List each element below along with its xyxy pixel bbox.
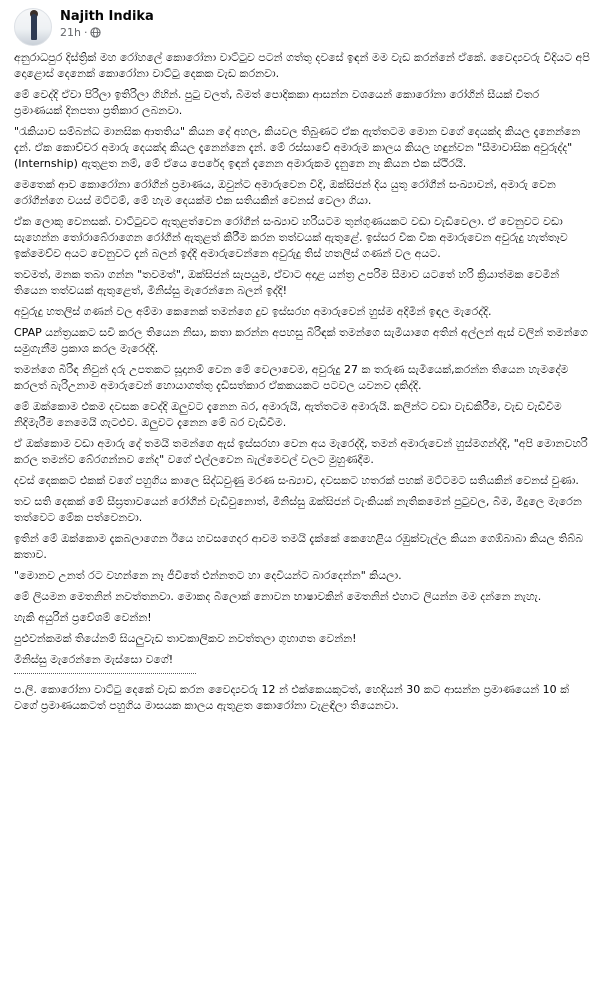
- post-paragraph: දවස් දෙකකට එකක් වගේ පහුගිය කාලෙ සිද්ධවුණු මරණ සංඛ්‍යාව, දවසකට හතරක් පහක් මට්ටමට සතියකින් වෙනස් වුණා.: [14, 474, 579, 487]
- post-time[interactable]: 21h: [60, 26, 81, 39]
- dotted-divider: [14, 673, 196, 674]
- post-paragraph: මේ ලියමන මෙතනින් නවත්තනවා. මොකද බිලොක් නොවන භාෂාවකින් මෙතනින් එහාට ලියන්න මම දන්නෙ නැහැ.: [14, 590, 542, 603]
- post-footnote: ප.ලි. කොරෝනා වාට්ටු දෙකේ වැඩ කරන වෛද්‍යවරු 12 න් එක්කෙයකුටත්, හෙදියන් 30 කට ආසන්න ප්‍රමාණයෙන් 10 ක් වගේ ප්‍රමාණයකටත් පහුගිය මාසයක කාලය ඇතුළත කොරෝනා වැළඳිලා තියෙනවා.: [14, 683, 570, 712]
- globe-icon: [90, 27, 101, 38]
- author-name[interactable]: Najith Indika: [60, 9, 154, 24]
- post-subline: [60, 25, 154, 40]
- post-paragraph: හැකි අයුරින් ප්‍රවේශම් වෙන්න!: [14, 611, 152, 624]
- post-meta: [60, 8, 154, 40]
- post-paragraph: මේ වෙද්දි ඒවා පිරිලා ඉතිරිලා ගිහින්. පුටු වලත්, බිමත් පොදිකකා ආසන්න වශයෙන් කොරෝනා රෝගීන් සීයක් විතර ප්‍රමාණයක් දිනපතා ප්‍රතිකාර ලබනවා.: [14, 88, 540, 117]
- post-header: [14, 0, 596, 48]
- post-paragraph: මේ ඔක්කොම එකම දවසක වෙද්දි ඔලුවට දැනෙන බර, අමාරුයි, ඇත්තටම අමාරුයි. කලින්ට වඩා වැඩකිරීම, වැඩ වැඩිවීම නිදිමැරීම නෙමෙයි ගැටළුව. ඔලුවට දැනෙන මේ බර වැඩිවීම.: [14, 400, 562, 429]
- separator-dot: ·: [83, 26, 88, 39]
- post-body: [14, 48, 590, 714]
- post-paragraph: තව සති දෙකක් මේ සීඝ්‍රතාවයෙන් රෝගීන් වැඩිවුනොත්, මිනිස්සු ඔක්සිජන් ටැංකියක් නැතිකමෙන් පුටුවල, බිම, මිදුලෙ මැරෙන තත්වෙට මේක පත්වෙනවා.: [14, 495, 582, 524]
- post-paragraph: අවුරුදු හතලිස් ගණන් වල අම්මා කෙනෙක් තමන්ගෙ දුව ඉස්සරහ අමාරුවෙන් හුස්ම අදිමින් ඉඳල මැරෙද්දි.: [14, 305, 492, 318]
- avatar-figure: [31, 14, 37, 40]
- post-paragraph: තවමත්, මනක තබා ගන්න "තවමත්", ඔක්සිජන් සැපයුම, ඒවාට අදාළ යන්ත්‍ර උපරිම සීමාව යටතේ හරි ක්‍රියාත්මක වෙමින් තියෙන තත්වයක් ඇතුළෙත්, මිනිස්සු මැරෙන්නෙ බලන් ඉද්දි!: [14, 268, 560, 297]
- post-paragraph: "රැකියාව සම්බන්ධ මානසික ආතතිය" කියන දේ අහල, කියවල තිබුණට ඒක ඇත්තටම මොන වගේ දෙයක්ද කියල දැනෙන්නෙ දැන්. ඒක කොච්චර අමාරු දෙයක්ද කියල දැනෙන්නෙ දැන්. මේ රස්සාවේ අමාරුම කාලය කියල හඳුන්වන "සීමාවාසික අවුරුද්ද"(Internship) ඇතුළත නම්, මේ ඒයෙ පෙරේද ඉඳන් දැනෙන අමාරුකම දැනුනෙ නෑ කියන එක ස්ථිරයි.: [14, 125, 581, 170]
- post-paragraph: "මොනව උනත් රට වහන්නෙ නෑ ජීවිතේ එන්නතට හා දෙවියන්ට බාරදෙන්න" කියලා.: [14, 569, 402, 582]
- post-paragraph: CPAP යන්ත්‍රයකට සවි කරල තියෙන නිසා, කතා කරන්න අපහසු බිරිඳක් තමන්ගෙ සැමියාගෙ අතින් අල්ලන් ඇස් වලින් තමන්ගෙ සමුගැනීම ප්‍රකාශ කරල මැරෙද්දි.: [14, 326, 588, 355]
- post-paragraph: ඒක ලොකු වෙනසක්. වාට්ටුවට ඇතුළත්වෙන රෝගීන් සංඛ්‍යාව හරියටම තුන්ගුණයකට වඩා වැඩිවෙලා. ඒ වෙනුවට වඩා සැහෙන්න තෝරාබේරාගෙන රෝගීන් ඇතුළත් කිරීම කරන තත්වයක් ඇතුළේ. ඉස්සර වික වික අමාරුවෙන අවුරුදු හැත්තෑව ඉක්මෙව්ව අයට වෙනුවට දැන් බලන් ඉද්දි අමාරුවෙන්නෙ අවුරුදු තිස් හතලිස් ගණන් වල අයට.: [14, 215, 568, 260]
- post-paragraph: අනුරාධපුර දිස්ත්‍රික් මහ රෝහලේ කොරෝනා වාට්ටුව පටන් ගත්තු දවසේ ඉඳන් මම වැඩ කරන්නේ ඒකේ. වෛද්‍යවරු විදියට අපි දොළොස් දෙනෙක් කොරෝනා වාට්ටු දෙකක වැඩ කරනවා.: [14, 51, 590, 80]
- post-paragraph: තමන්ගෙ බිරිඳ නිවුන් දරු උපතකට සූදානම් වෙන මේ වෙලාවෙම, අවුරුදු 27 ක තරුණ සැමියෙක්,කරන්න තියෙන හැමදේම කරලත් බැරිඋනාම අමාරුවෙන් හොයාගත්තු දැඩිසත්කාර ඒකකයකට පටවල යවනව දකිද්දි.: [14, 363, 569, 392]
- post-paragraph: ඉතින් මේ ඔක්කොම දැකබලාගෙන ඊයෙ හවසගෙදර ආවම තමයි දැක්කේ කෙහෙළිය රඹුක්වැල්ල කියන ගෙඹ්බාබා කියල තිබ්බ කතාව.: [14, 532, 584, 561]
- post-paragraph: මෙතෙක් ආව කොරෝනා රෝගීන් ප්‍රමාණය, ඔවුන්ට අමාරුවෙන විදි, ඔක්සිජන් දිය යුතු රෝගීන් සංඛ්‍යාවන්, අමාරු වෙන රෝගීන්ගෙ වයස් මට්ටම්, මේ හැම දෙයක්ම එක සතියකින් වෙනස් වෙලා ගියා.: [14, 178, 556, 207]
- post-paragraph: ඒ ඔක්කොම වඩා අමාරු දේ තමයි තමන්ගෙ ඇස් ඉස්සරහා වෙන අය මැරෙද්දි, තමන් අමාරුවෙන් හුස්මගන්ද්දි, "අපි මොනවහරි කරල තමන්ව බේරගන්නව නේද" වගේ එල්ලවෙන බැල්මෙවල් වලට මුහුණදීම.: [14, 437, 588, 466]
- author-avatar[interactable]: [14, 8, 52, 46]
- post-paragraph: පුළුවන්කමක් තියේනම් සියලුවැඩ තාවකාලිකව නවත්තලා ගුහාගත වෙන්න!: [14, 632, 357, 645]
- post-paragraph: මිනිස්සු මැරෙන්නෙ මැස්සො වගේ!: [14, 653, 174, 666]
